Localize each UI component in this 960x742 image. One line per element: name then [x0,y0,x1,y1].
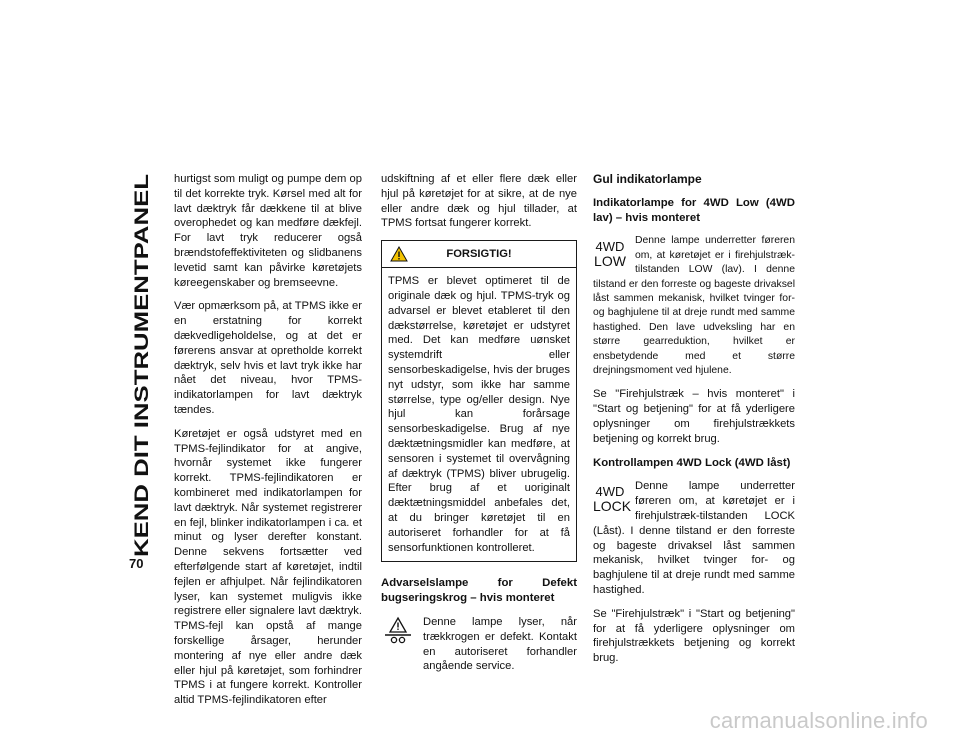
icon-line: LOCK [593,498,632,515]
icon-line: LOW [594,253,626,270]
4wd-low-block [593,234,795,378]
4wd-lock-heading: Kontrollampen 4WD Lock (4WD låst) [593,456,791,469]
section-heading: Gul indikatorlampe [593,172,702,186]
tow-hook-warning-icon [381,615,419,654]
4wd-low-text: Denne lampe underretter føreren om, at køretøjet er i firehjulstræk-tilstanden LOW (lav). I denne tilstand er den forreste og bageste drivaksel låst sammen mekanisk, hvilket tvinger for- og baghjulene til at dreje rundt med samme hastighed. Den lave udveksling har en større gearreduktion, hvilket er ensbetydende med et større drejningsmoment ved hjulene. [593,235,795,377]
paragraph: Se "Firehjulstræk" i "Start og betjening" for at få yderligere oplysninger om firehjulstrækkets betjening og korrekt brug. [593,607,795,665]
column-2 [381,172,577,683]
icon-line: 4WD [595,484,625,500]
tow-hook-heading: Advarselslampe for Defekt bugseringskrog – hvis monteret [381,577,577,605]
paragraph: Vær opmærksom på, at TPMS ikke er en erstatning for korrekt dækvedligeholdelse, og at det er førerens ansvar at opretholde korrekt dæktryk, selv hvis et lavt tryk ikke har nået det niveau, hvor TPMS-indikatorlampen for lavt dæktryk tændes. [174,300,362,416]
watermark: carmanualsonline.info [709,708,928,733]
4wd-lock-text: Denne lampe underretter føreren om, at køretøjet er i firehjulstræk-tilstanden LOCK (Låst). I denne tilstand er den forreste og bageste drivaksel låst sammen mekanisk, hvilket tvinger for- og baghjulene til at dreje rundt med samme hastighed. [593,480,795,597]
side-section-title [131,172,153,557]
tow-hook-text: Denne lampe lyser, når trækkrogen er defekt. Kontakt en autoriseret forhandler angående service. [423,615,577,673]
caution-header [382,241,576,268]
4wd-low-icon [593,240,627,268]
page-number: 70 [129,556,144,571]
icon-line: 4WD [595,239,625,255]
side-title-text: KEND DIT INSTRUMENTPANEL [132,274,153,557]
paragraph: hurtigst som muligt og pumpe dem op til det korrekte tryk. Kørsel med alt for lavt dæktryk får dækkene til at blive overophedet og kan medføre dækfejl. For lavt tryk reducerer også brændstofeffektiviteten og slidbanens levetid samt kan påvirke køretøjets køreegenskaber og bremseevne. [174,173,362,289]
column-3 [593,172,795,675]
caution-text: TPMS er blevet optimeret til de originale dæk og hjul. TPMS-tryk og advarsel er blevet etableret til den dækstørrelse, køretøjet er udstyret med. Det kan medføre uønsket systemdrift eller sensorbeskadigelse, hvis der bruges nyt udstyr, som ikke har samme størrelse, type og/eller design. Nye hjul kan forårsage sensorbeskadigelse. Brug af nye dæktætningsmidler kan medføre, at sensoren i systemet til overvågning af dæktryk (TPMS) bliver ubrugelig. Efter brug af et uoriginalt dæktætningsmiddel anbefales det, at du bringer køretøjet til en autoriseret forhandler for at få sensorfunktionen kontrolleret. [388,275,570,554]
caution-box [381,240,577,562]
4wd-lock-icon [593,484,632,515]
paragraph: Se "Firehjulstræk – hvis monteret" i "Start og betjening" for at få yderligere oplysninger om firehjulstrækkets betjening og korrekt brug. [593,388,795,445]
paragraph: Køretøjet er også udstyret med en TPMS-fejlindikator for at angive, hvornår systemet ikke fungerer korrekt. TPMS-fejlindikatoren er kombineret med indikatorlampen for lavt dæktryk. Når systemet registrerer en fejl, blinker indikatorlampen i ca. et minut og lyser derefter konstant. Denne sekvens fortsætter ved efterfølgende start af køretøjet, indtil fejlen er afhjulpet. Når fejlindikatoren lyser, kan systemet muligvis ikke registrere eller signalere lavt dæktryk. TPMS-fejl kan opstå af mange forskellige årsager, herunder montering af nye eller andre dæk eller hjul på køretøjet, som forhindrer TPMS i at fungere korrekt. Kontroller altid TPMS-fejlindikatoren efter [174,427,362,707]
paragraph: udskiftning af et eller flere dæk eller hjul på køretøjet for at sikre, at de nye eller andre dæk og hjul tillader, at TPMS fortsat fungerer korrekt. [381,173,577,230]
4wd-low-heading: Indikatorlampe for 4WD Low (4WD lav) – hvis monteret [593,196,795,224]
tow-hook-row [381,615,577,674]
column-1 [174,172,362,717]
caution-label: FORSIGTIG! [446,247,512,260]
4wd-lock-block [593,479,795,597]
